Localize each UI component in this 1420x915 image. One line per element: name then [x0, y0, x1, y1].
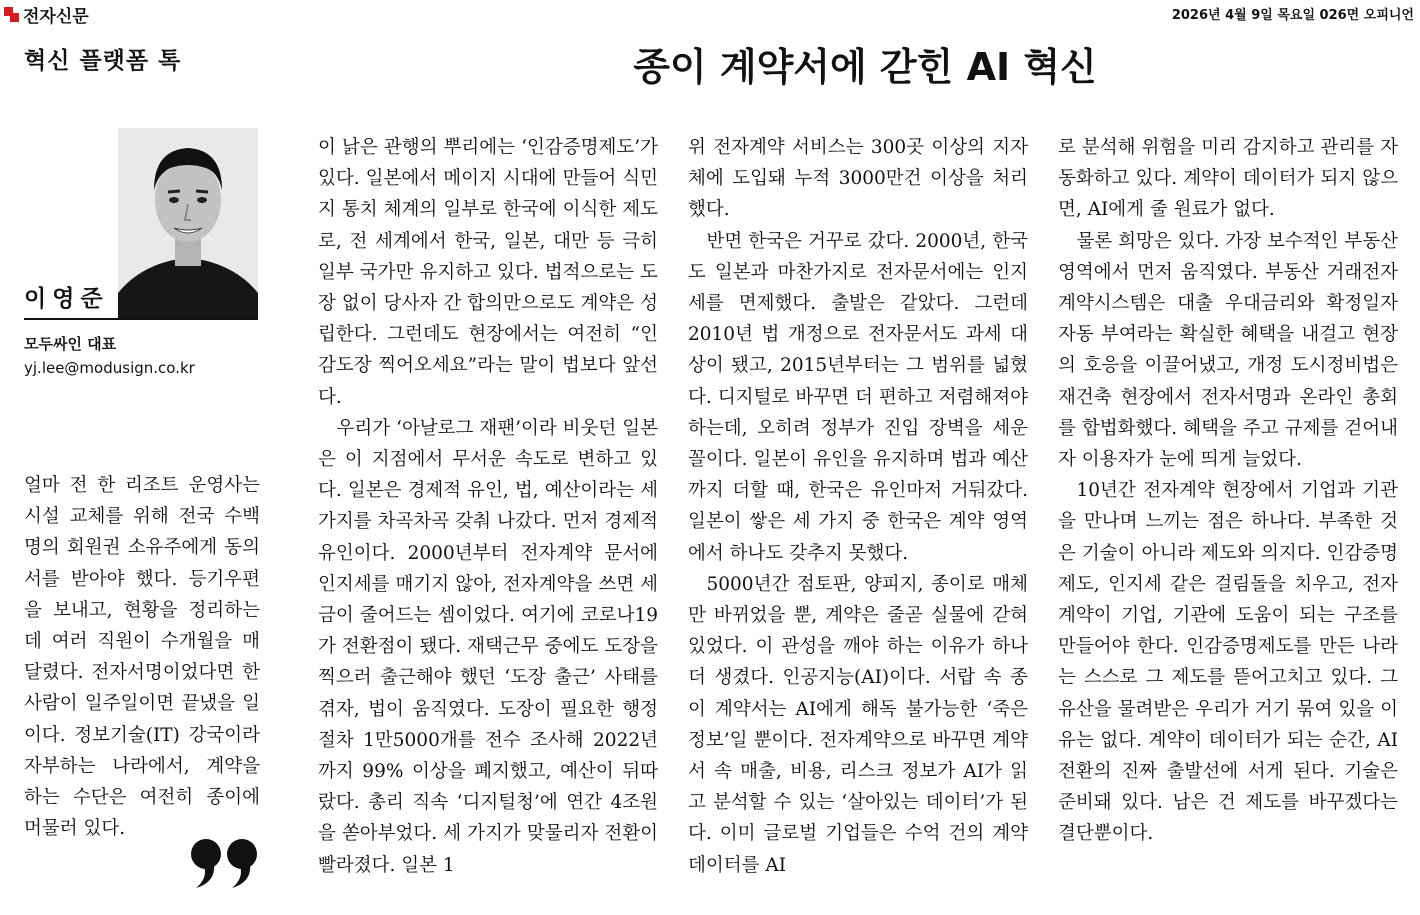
newspaper-logo-text: 전자신문: [23, 7, 89, 27]
dateline: 2026년 4월 9일 목요일 026면 오피니언: [1171, 8, 1414, 23]
paragraph: 위 전자계약 서비스는 300곳 이상의 지자체에 도입돼 누적 3000만건 이상을 처리했다.: [688, 137, 1028, 221]
paragraph: 반면 한국은 거꾸로 갔다. 2000년, 한국도 일본과 마찬가지로 전자문서에는 인지세를 면제했다. 출발은 같았다. 그런데 2010년 법 개정으로 전자문서도 과세 대상이 됐고, 2015년부터는 그 범위를 넓혔다. 디지털로 바꾸면 더 편하고 저렴해져야 하는데, 오히려 정부가 진입 장벽을 세운 꼴이다. 일본이 유인을 유지하며 법과 예산까지 더할 때, 한국은 유인마저 거둬갔다. 일본이 쌓은 세 가지 중 한국은 계약 영역에서 하나도 갖추지 못했다.: [688, 230, 1028, 564]
author-email: yj.lee@modusign.co.kr: [24, 359, 195, 377]
article-column-2: [688, 132, 1028, 881]
paragraph: 로 분석해 위험을 미리 감지하고 관리를 자동화하고 있다. 계약이 데이터가 되지 않으면, AI에게 줄 원료가 없다.: [1058, 137, 1398, 221]
newspaper-logo-icon: [4, 7, 20, 23]
intro-text: 얼마 전 한 리조트 운영사는 시설 교체를 위해 전국 수백 명의 회원권 소유주에게 동의서를 받아야 했다. 등기우편을 보내고, 현황을 정리하는 데 여러 직원이 수개월을 매달렸다. 전자서명이었다면 한 사람이 일주일이면 끝냈을 일이다. 정보기술(IT) 강국이라 자부하는 나라에서, 계약을 하는 수단은 여전히 종이에 머물러 있다.: [24, 475, 260, 840]
byline-divider: [24, 318, 258, 320]
section-title: 혁신 플랫폼 톡: [24, 48, 182, 74]
article-column-3: [1058, 132, 1398, 850]
paragraph: 이 낡은 관행의 뿌리에는 ‘인감증명제도’가 있다. 일본에서 메이지 시대에 만들어 식민지 통치 체계의 일부로 한국에 이식한 제도로, 전 세계에서 한국, 일본, 대만 등 극히 일부 국가만 유지하고 있다. 법적으로는 도장 없이 당사자 간 합의만으로도 계약은 성립한다. 그런데도 현장에서는 여전히 “인감도장 찍어오세요”라는 말이 법보다 앞선다.: [318, 137, 658, 408]
author-name: 이영준: [24, 286, 109, 312]
article-column-1: [318, 132, 658, 881]
paragraph: 5000년간 점토판, 양피지, 종이로 매체만 바뀌었을 뿐, 계약은 줄곧 실물에 갇혀 있었다. 이 관성을 깨야 하는 이유가 하나 더 생겼다. 인공지능(AI)이다. 서랍 속 종이 계약서는 AI에게 해독 불가능한 ‘죽은 정보’일 뿐이다. 전자계약으로 바꾸면 계약서 속 매출, 비용, 리스크 정보가 AI가 읽고 분석할 수 있는 ‘살아있는 데이터’가 된다. 이미 글로벌 기업들은 수억 건의 계약 데이터를 AI: [688, 573, 1028, 876]
author-role: 모두싸인 대표: [24, 335, 117, 353]
headline: 종이 계약서에 갇힌 AI 혁신: [633, 45, 1097, 89]
closing-quote-icon: [190, 838, 262, 892]
paragraph: 우리가 ‘아날로그 재팬’이라 비웃던 일본은 이 지점에서 무서운 속도로 변하고 있다. 일본은 경제적 유인, 법, 예산이라는 세 가지를 차곡차곡 갖춰 나갔다. 먼저 경제적 유인이다. 2000년부터 전자계약 문서에 인지세를 매기지 않아, 전자계약을 쓰면 세금이 줄어드는 셈이었다. 여기에 코로나19가 전환점이 됐다. 재택근무 중에도 도장을 찍으러 출근해야 했던 ‘도장 출근’ 사태를 겪자, 법이 움직였다. 도장이 필요한 행정절차 1만5000개를 전수 조사해 2022년까지 99% 이상을 폐지했고, 예산이 뒤따랐다. 총리 직속 ‘디지털청’에 연간 4조원을 쏟아부었다. 세 가지가 맞물리자 전환이 빨라졌다. 일본 1: [318, 417, 658, 876]
newspaper-logo: [4, 2, 89, 27]
author-portrait: [118, 128, 258, 318]
paragraph: 물론 희망은 있다. 가장 보수적인 부동산 영역에서 먼저 움직였다. 부동산 거래전자계약시스템은 대출 우대금리와 확정일자 자동 부여라는 확실한 혜택을 내걸고 현장의 호응을 이끌어냈고, 개정 도시정비법은 재건축 현장에서 전자서명과 온라인 총회를 합법화했다. 혜택을 주고 규제를 걷어내자 이용자가 눈에 띄게 늘었다.: [1058, 230, 1398, 471]
paragraph: 10년간 전자계약 현장에서 기업과 기관을 만나며 느끼는 점은 하나다. 부족한 것은 기술이 아니라 제도와 의지다. 인감증명제도, 인지세 같은 걸림돌을 치우고, 전자계약이 기업, 기관에 도움이 되는 구조를 만들어야 한다. 인감증명제도를 만든 나라는 스스로 그 제도를 뜯어고치고 있다. 그 유산을 물려받은 우리가 거기 묶여 있을 이유는 없다. 계약이 데이터가 되는 순간, AI 전환의 진짜 출발선에 서게 된다. 기술은 준비돼 있다. 남은 건 제도를 바꾸겠다는 결단뿐이다.: [1058, 480, 1398, 845]
